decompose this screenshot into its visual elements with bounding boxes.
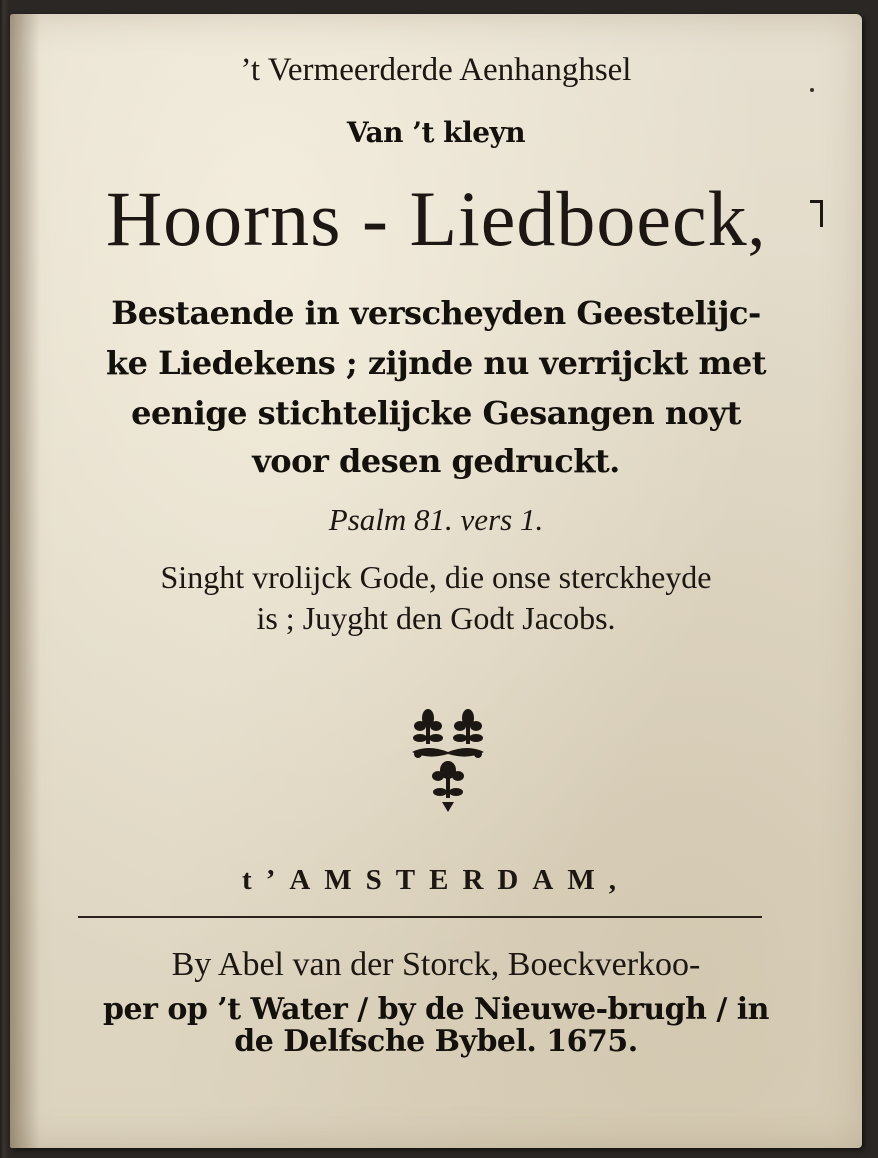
subtitle-line-4: voor desen gedruckt. <box>252 442 620 480</box>
psalm-text-line-2: is ; Juyght den Godt Jacobs. <box>256 600 616 636</box>
imprint-place: t’AMSTERDAM, <box>242 864 630 896</box>
bracket-mark <box>810 200 823 227</box>
imprint-line-1: By Abel van der Storck, Boeckverkoo- <box>171 946 701 983</box>
title-line-van-t-kleyn: Van ’t kleyn <box>346 116 526 149</box>
psalm-reference: Psalm 81. vers 1. <box>328 502 544 537</box>
main-title-text: Hoorns - Liedboeck <box>105 175 748 262</box>
subtitle-line-1: Bestaende in verscheyden Geestelijc- <box>111 294 761 332</box>
imprint-line-3: de Delfsche Bybel. 1675. <box>234 1024 638 1059</box>
psalm-text-line-1: Singht vrolijck Gode, die onse sterckheyde <box>160 559 712 595</box>
imprint-rule <box>78 916 762 918</box>
title-page <box>10 14 862 1148</box>
subtitle-line-2: ke Liedekens ; zijnde nu verrijckt met <box>105 344 767 382</box>
main-title <box>10 174 862 264</box>
main-title-comma: , <box>747 184 767 261</box>
fleuron-icon <box>398 704 498 814</box>
subtitle-line-3: eenige stichtelijcke Gesangen noyt <box>131 394 741 432</box>
title-line-vermeerderde: ’t Vermeerderde Aenhanghsel <box>240 52 632 88</box>
imprint-line-2: per op ’t Water / by de Nieuwe-brugh / in <box>103 992 769 1027</box>
